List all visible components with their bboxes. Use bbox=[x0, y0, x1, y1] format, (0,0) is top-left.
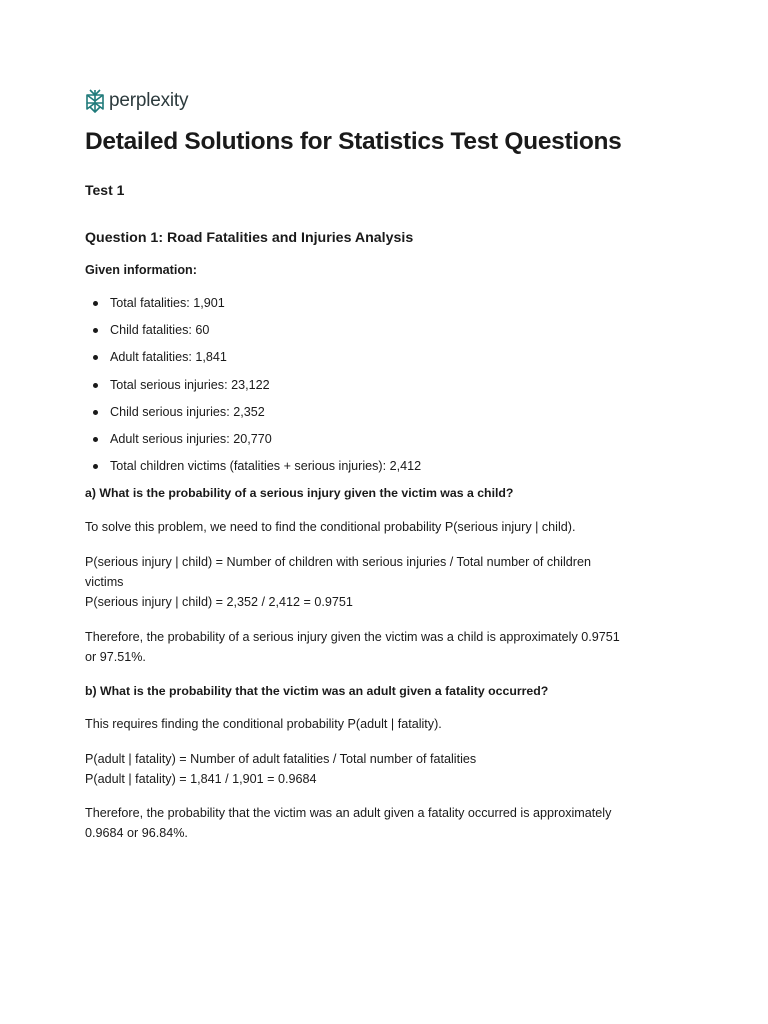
part-b-conclusion-line: 0.9684 or 96.84%. bbox=[85, 826, 188, 840]
part-a-conclusion-line: Therefore, the probability of a serious injury given the victim was a child is approximately 0.9751 bbox=[85, 630, 620, 644]
part-b-conclusion bbox=[85, 803, 685, 843]
part-a-formula-line: P(serious injury | child) = 2,352 / 2,412 = 0.9751 bbox=[85, 595, 353, 609]
part-b-formula bbox=[85, 749, 685, 789]
perplexity-logo-icon bbox=[85, 89, 105, 113]
list-item: Child serious injuries: 2,352 bbox=[85, 404, 421, 431]
part-a-formula-line: victims bbox=[85, 575, 124, 589]
part-a-question: a) What is the probability of a serious injury given the victim was a child? bbox=[85, 486, 514, 500]
test-heading: Test 1 bbox=[85, 182, 125, 198]
part-b-intro: This requires finding the conditional probability P(adult | fatality). bbox=[85, 717, 442, 731]
list-item: Total children victims (fatalities + serious injuries): 2,412 bbox=[85, 458, 421, 485]
brand-name: perplexity bbox=[109, 90, 189, 111]
list-item: Adult serious injuries: 20,770 bbox=[85, 431, 421, 458]
part-a-conclusion bbox=[85, 627, 685, 667]
part-b-question: b) What is the probability that the victim was an adult given a fatality occurred? bbox=[85, 684, 549, 698]
page-title: Detailed Solutions for Statistics Test Questions bbox=[85, 128, 622, 155]
list-item: Total fatalities: 1,901 bbox=[85, 295, 421, 322]
part-b-formula-line: P(adult | fatality) = 1,841 / 1,901 = 0.9684 bbox=[85, 772, 317, 786]
part-a-intro: To solve this problem, we need to find the conditional probability P(serious injury | child). bbox=[85, 520, 576, 534]
part-b-formula-line: P(adult | fatality) = Number of adult fatalities / Total number of fatalities bbox=[85, 752, 477, 766]
brand-logo bbox=[85, 89, 188, 113]
given-label: Given information: bbox=[85, 263, 197, 277]
part-a-conclusion-line: or 97.51%. bbox=[85, 650, 146, 664]
question-heading: Question 1: Road Fatalities and Injuries Analysis bbox=[85, 230, 414, 246]
part-a-formula bbox=[85, 552, 685, 612]
list-item: Total serious injuries: 23,122 bbox=[85, 377, 421, 404]
part-b-conclusion-line: Therefore, the probability that the victim was an adult given a fatality occurred is approximately bbox=[85, 806, 612, 820]
list-item: Adult fatalities: 1,841 bbox=[85, 349, 421, 376]
list-item: Child fatalities: 60 bbox=[85, 322, 421, 349]
part-a-formula-line: P(serious injury | child) = Number of children with serious injuries / Total number of children bbox=[85, 555, 591, 569]
facts-list bbox=[85, 295, 421, 485]
